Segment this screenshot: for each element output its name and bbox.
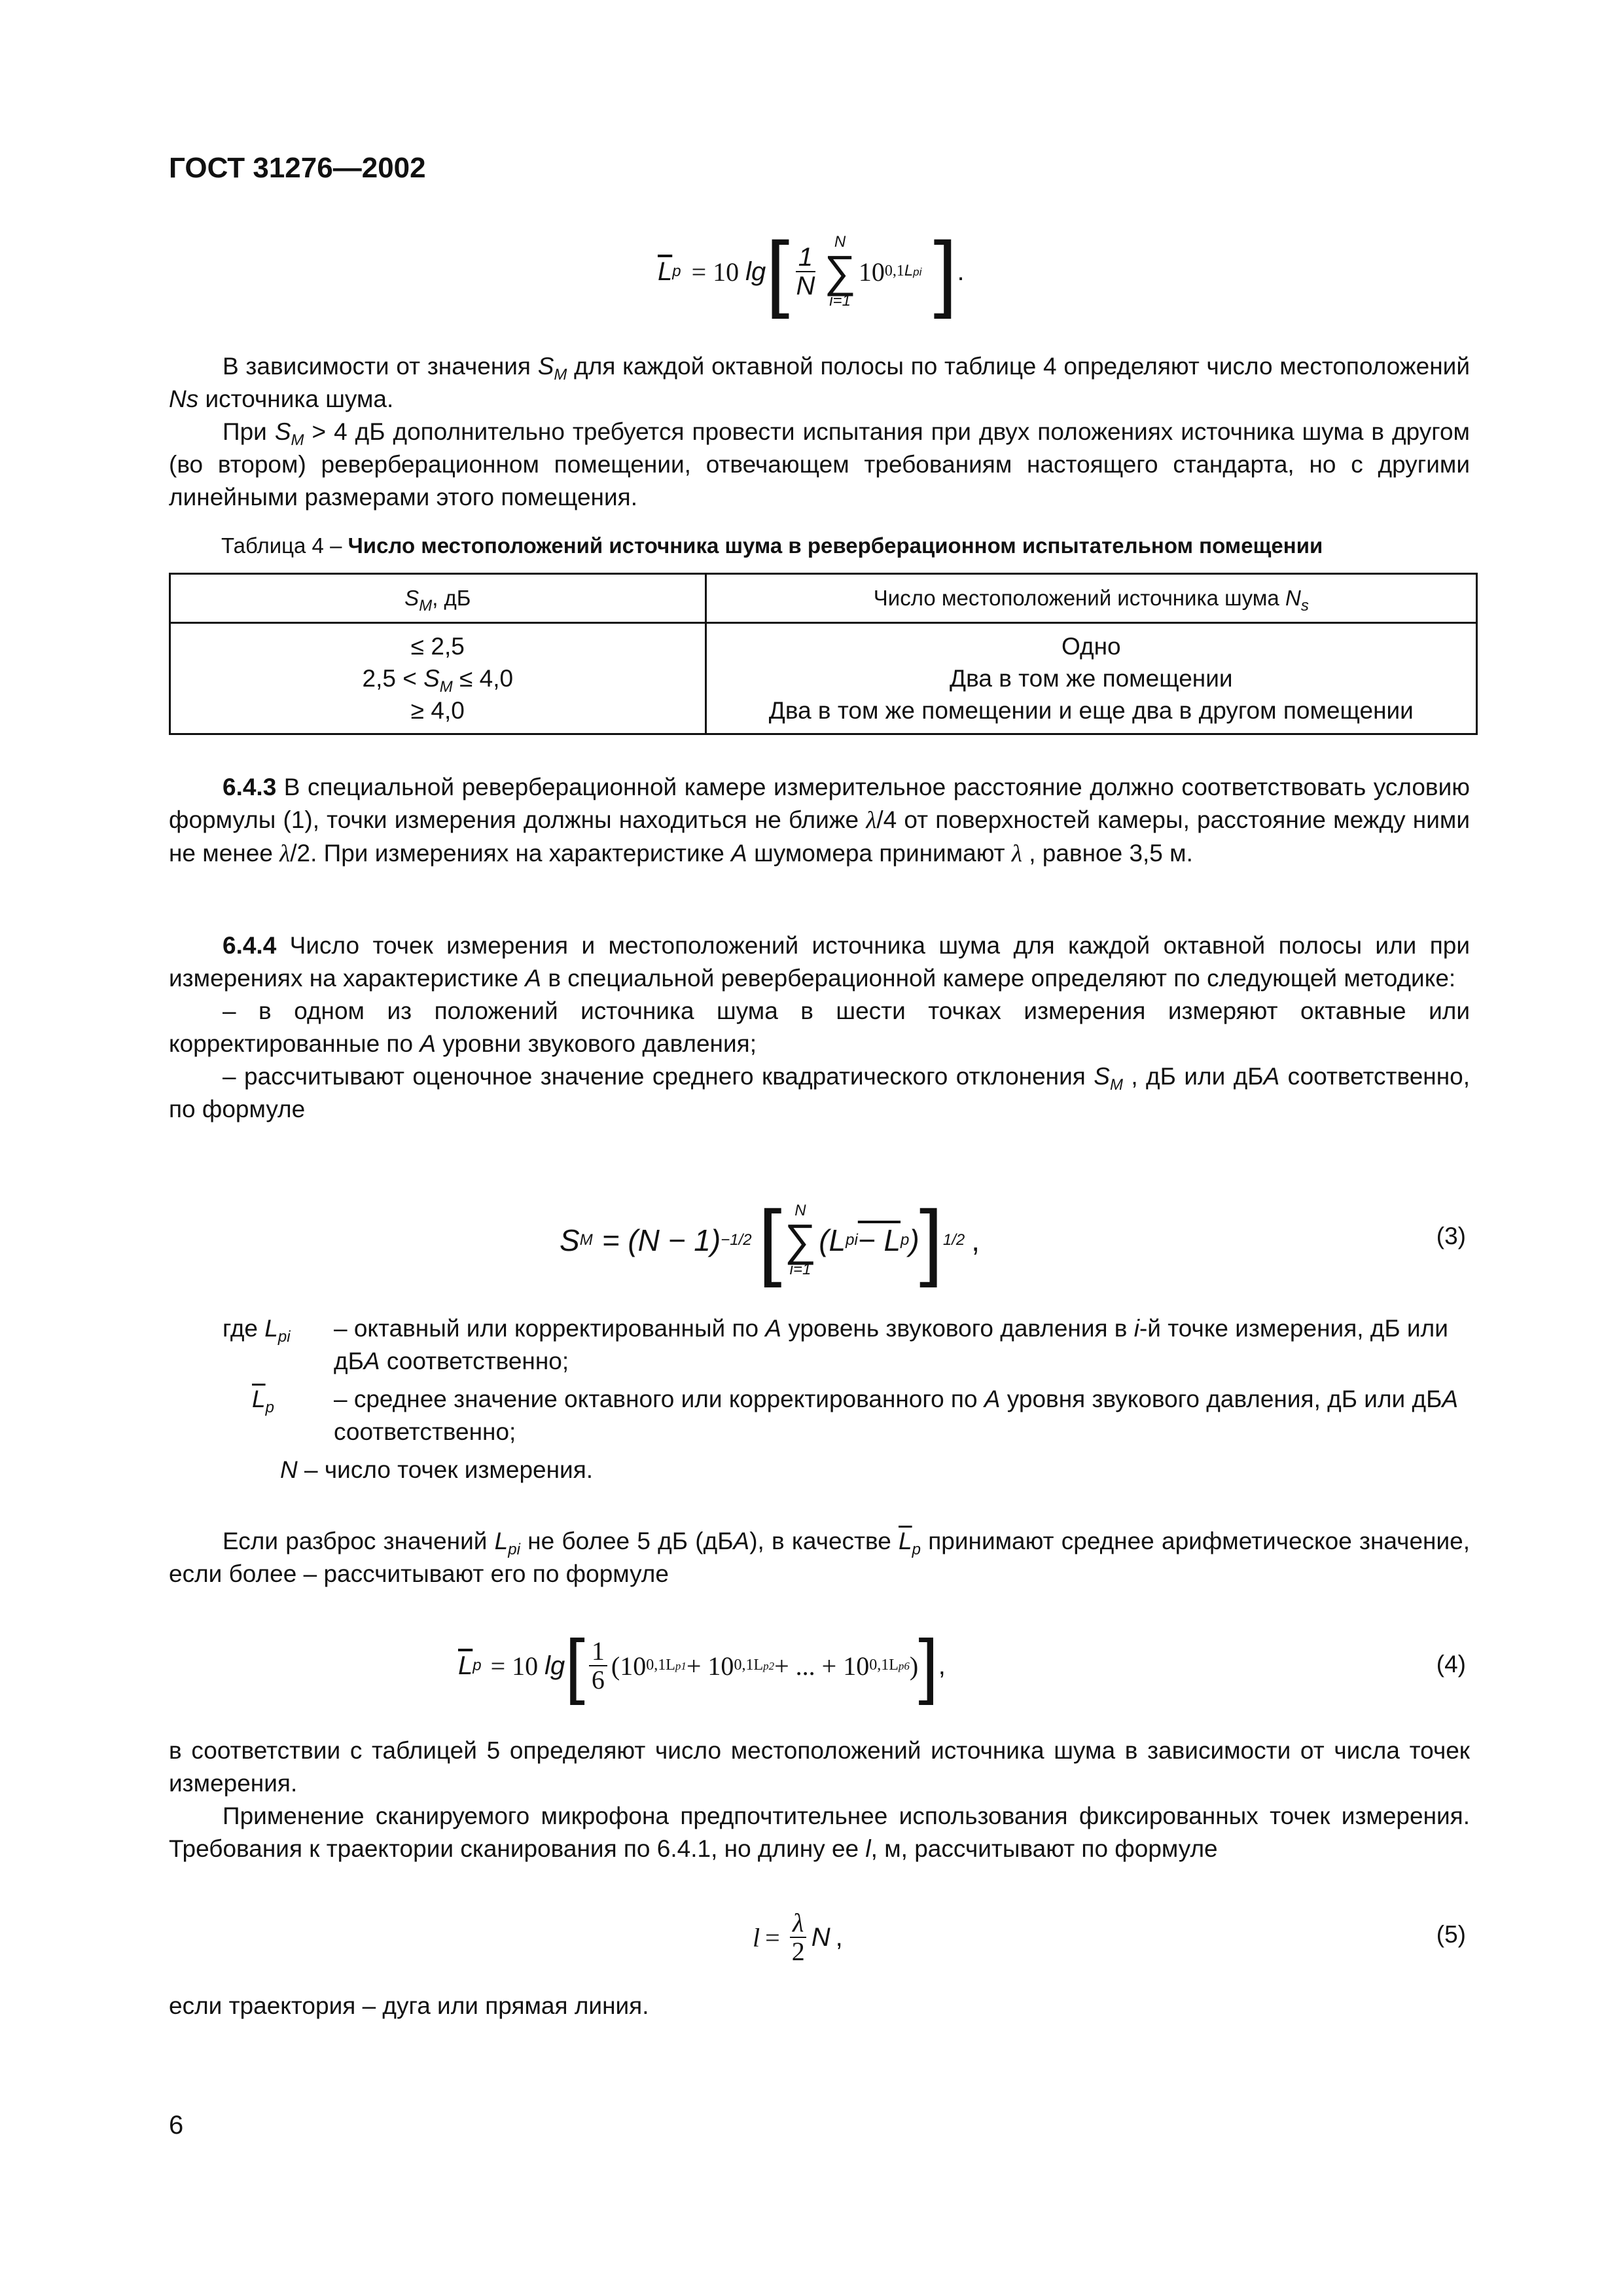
equation-number-4: (4) [1436, 1651, 1466, 1677]
paragraph-6-4-4: 6.4.4 Число точек измерения и местоположений источника шума для каждой октавной полосы или при измерениях на характеристике A в специальной реверберационной камере определяют по следующей методике: [169, 932, 1470, 992]
sum-symbol-icon: N ∑ i=1 [824, 233, 856, 310]
table-header-row [170, 574, 1477, 623]
formula-5: l = $\frac{\lambda}{2}$ N , [753, 1908, 843, 1966]
sum-upper-limit: N [834, 233, 846, 251]
formula-tail: . [957, 257, 965, 286]
sum-lower-limit: i=1 [829, 292, 851, 310]
section-6-4-4 [169, 929, 1470, 1126]
left-bracket-icon: [ [565, 1625, 585, 1706]
definition-n: N – число точек измерения. [280, 1456, 594, 1483]
paragraph-spread: Если разброс значений $L_{pi}$ не более 5 дБ (дБA), в качестве $\overline{L}_p$ принимают среднее арифметическое значение, если более – рассчитывают его по формуле [169, 1528, 1470, 1587]
equation-number-5: (5) [1436, 1921, 1466, 1948]
list-item: – в одном из положений источника шума в шести точках измерения измеряют октавные или корректированные по A уровни звукового давления; [169, 997, 1470, 1057]
formula-fraction: $\frac{\lambda}{2}$ [789, 1909, 808, 1965]
formula-fraction [793, 243, 817, 300]
count-value: Одно [1061, 633, 1121, 660]
right-bracket-icon: ] [918, 1625, 938, 1706]
right-bracket-icon: ] [933, 224, 957, 319]
fraction-denominator: N [796, 272, 815, 300]
paragraph-sm-over-4: При $S_M > 4$ дБ дополнительно требуется провести испытания при двух положениях источника шума в другом (во втором) реверберационном помещении, отвечающем требованиям настоящего стандарта, но с другими линейными размерами этого помещения. [169, 418, 1470, 511]
table-cell-counts [705, 623, 1476, 734]
count-value: Два в том же помещении [950, 665, 1233, 692]
definition-lpi: где $L_{pi}$ – октавный или корректированный по A уровень звукового давления в i-й точке измерения, дБ или дБA соответственно; [223, 1315, 1448, 1374]
range-value: ≥ 4,0 [410, 697, 465, 724]
table-4 [169, 573, 1478, 735]
right-bracket-icon: ] [919, 1193, 943, 1288]
formula-exp: 0,1 [884, 262, 904, 279]
formula-base: 10 [858, 257, 885, 287]
document-header: ГОСТ 31276—2002 [169, 152, 426, 184]
formula-lhs: $\overline{L}$ [658, 257, 673, 286]
formula-exp-var: L [904, 262, 914, 279]
definitions [223, 1312, 1470, 1486]
table-header-sm: $S_M$, дБ [170, 574, 706, 623]
left-bracket-icon: [ [758, 1193, 782, 1288]
count-value: Два в том же помещении и еще два в другом помещении [768, 697, 1414, 724]
paragraph-scan: Применение сканируемого микрофона предпочтительнее использования фиксированных точек измерения. Требования к траектории сканирования по 6.4.1, но длину ее l, м, рассчитывают по формуле [169, 1803, 1470, 1862]
paragraph-sm-table: В зависимости от значения $S_M$ для каждой октавной полосы по таблице 4 определяют число местоположений Ns источника шума. [169, 353, 1471, 412]
range-value: ≤ 2,5 [410, 633, 465, 660]
text-block-scan [169, 1734, 1470, 1865]
equation-number-3: (3) [1436, 1223, 1466, 1249]
table-cell-ranges [170, 623, 706, 734]
formula-eq: = 10 [691, 257, 740, 287]
table-caption: Таблица 4 – Число местоположений источника шума в реверберационном испытательном помещении [221, 533, 1323, 558]
formula-4: $\overline{L}$ p = 10 lg [ $\frac{1}{6}$ (10 0,1Lp1 + 10 0,1Lp2 + ... + 10 0,1Lp6 ) ] , [458, 1623, 946, 1708]
definition-lp: $\overline{L}_p$ – среднее значение октавного или корректированного по A уровня звукового давления, дБ или дБA соответственно; [252, 1386, 1459, 1445]
text-block-intro [169, 350, 1470, 514]
formula-fraction: $\frac{1}{6}$ [589, 1638, 607, 1694]
list-item: – рассчитывают оценочное значение среднего квадратического отклонения $S_M$ , дБ или дБA соответственно, по формуле [169, 1063, 1471, 1122]
paragraph-last: если траектория – дуга или прямая линия. [169, 1992, 649, 2019]
table-header-count: Число местоположений источника шума $N_s$ [705, 574, 1476, 623]
formula-mean-level: $\overline{L}$ p = 10 lg [ $\frac{1}{N}$ N ∑ i=1 10 0,1Lpi ] . [658, 224, 965, 319]
formula-exp-sub: pi [913, 266, 922, 278]
formula-lg: lg [745, 257, 766, 286]
sum-symbol-icon: N ∑ i=1 [784, 1202, 817, 1278]
section-6-4-3: 6.4.3 В специальной реверберационной камере измерительное расстояние должно соответствовать условию формулы (1), точки измерения должны находиться не ближе λ/4 от поверхностей камеры, расстояние между ними не менее λ/2. При измерениях на характеристике A шумомера принимают λ , равное 3,5 м. [169, 774, 1471, 867]
formula-3: S M = (N − 1) −1/2 [ N ∑ i=1 (L pi − L p ) ] 1/2 , [560, 1193, 980, 1288]
left-bracket-icon: [ [766, 224, 790, 319]
paragraph-table5: в соответствии с таблицей 5 определяют число местоположений источника шума в зависимости от числа точек измерения. [169, 1737, 1470, 1797]
fraction-numerator: 1 [796, 243, 815, 272]
range-value: $2,5 < S_M \le 4,0$ [362, 665, 514, 696]
page-number: 6 [169, 2111, 184, 2140]
table-row [170, 623, 1477, 734]
